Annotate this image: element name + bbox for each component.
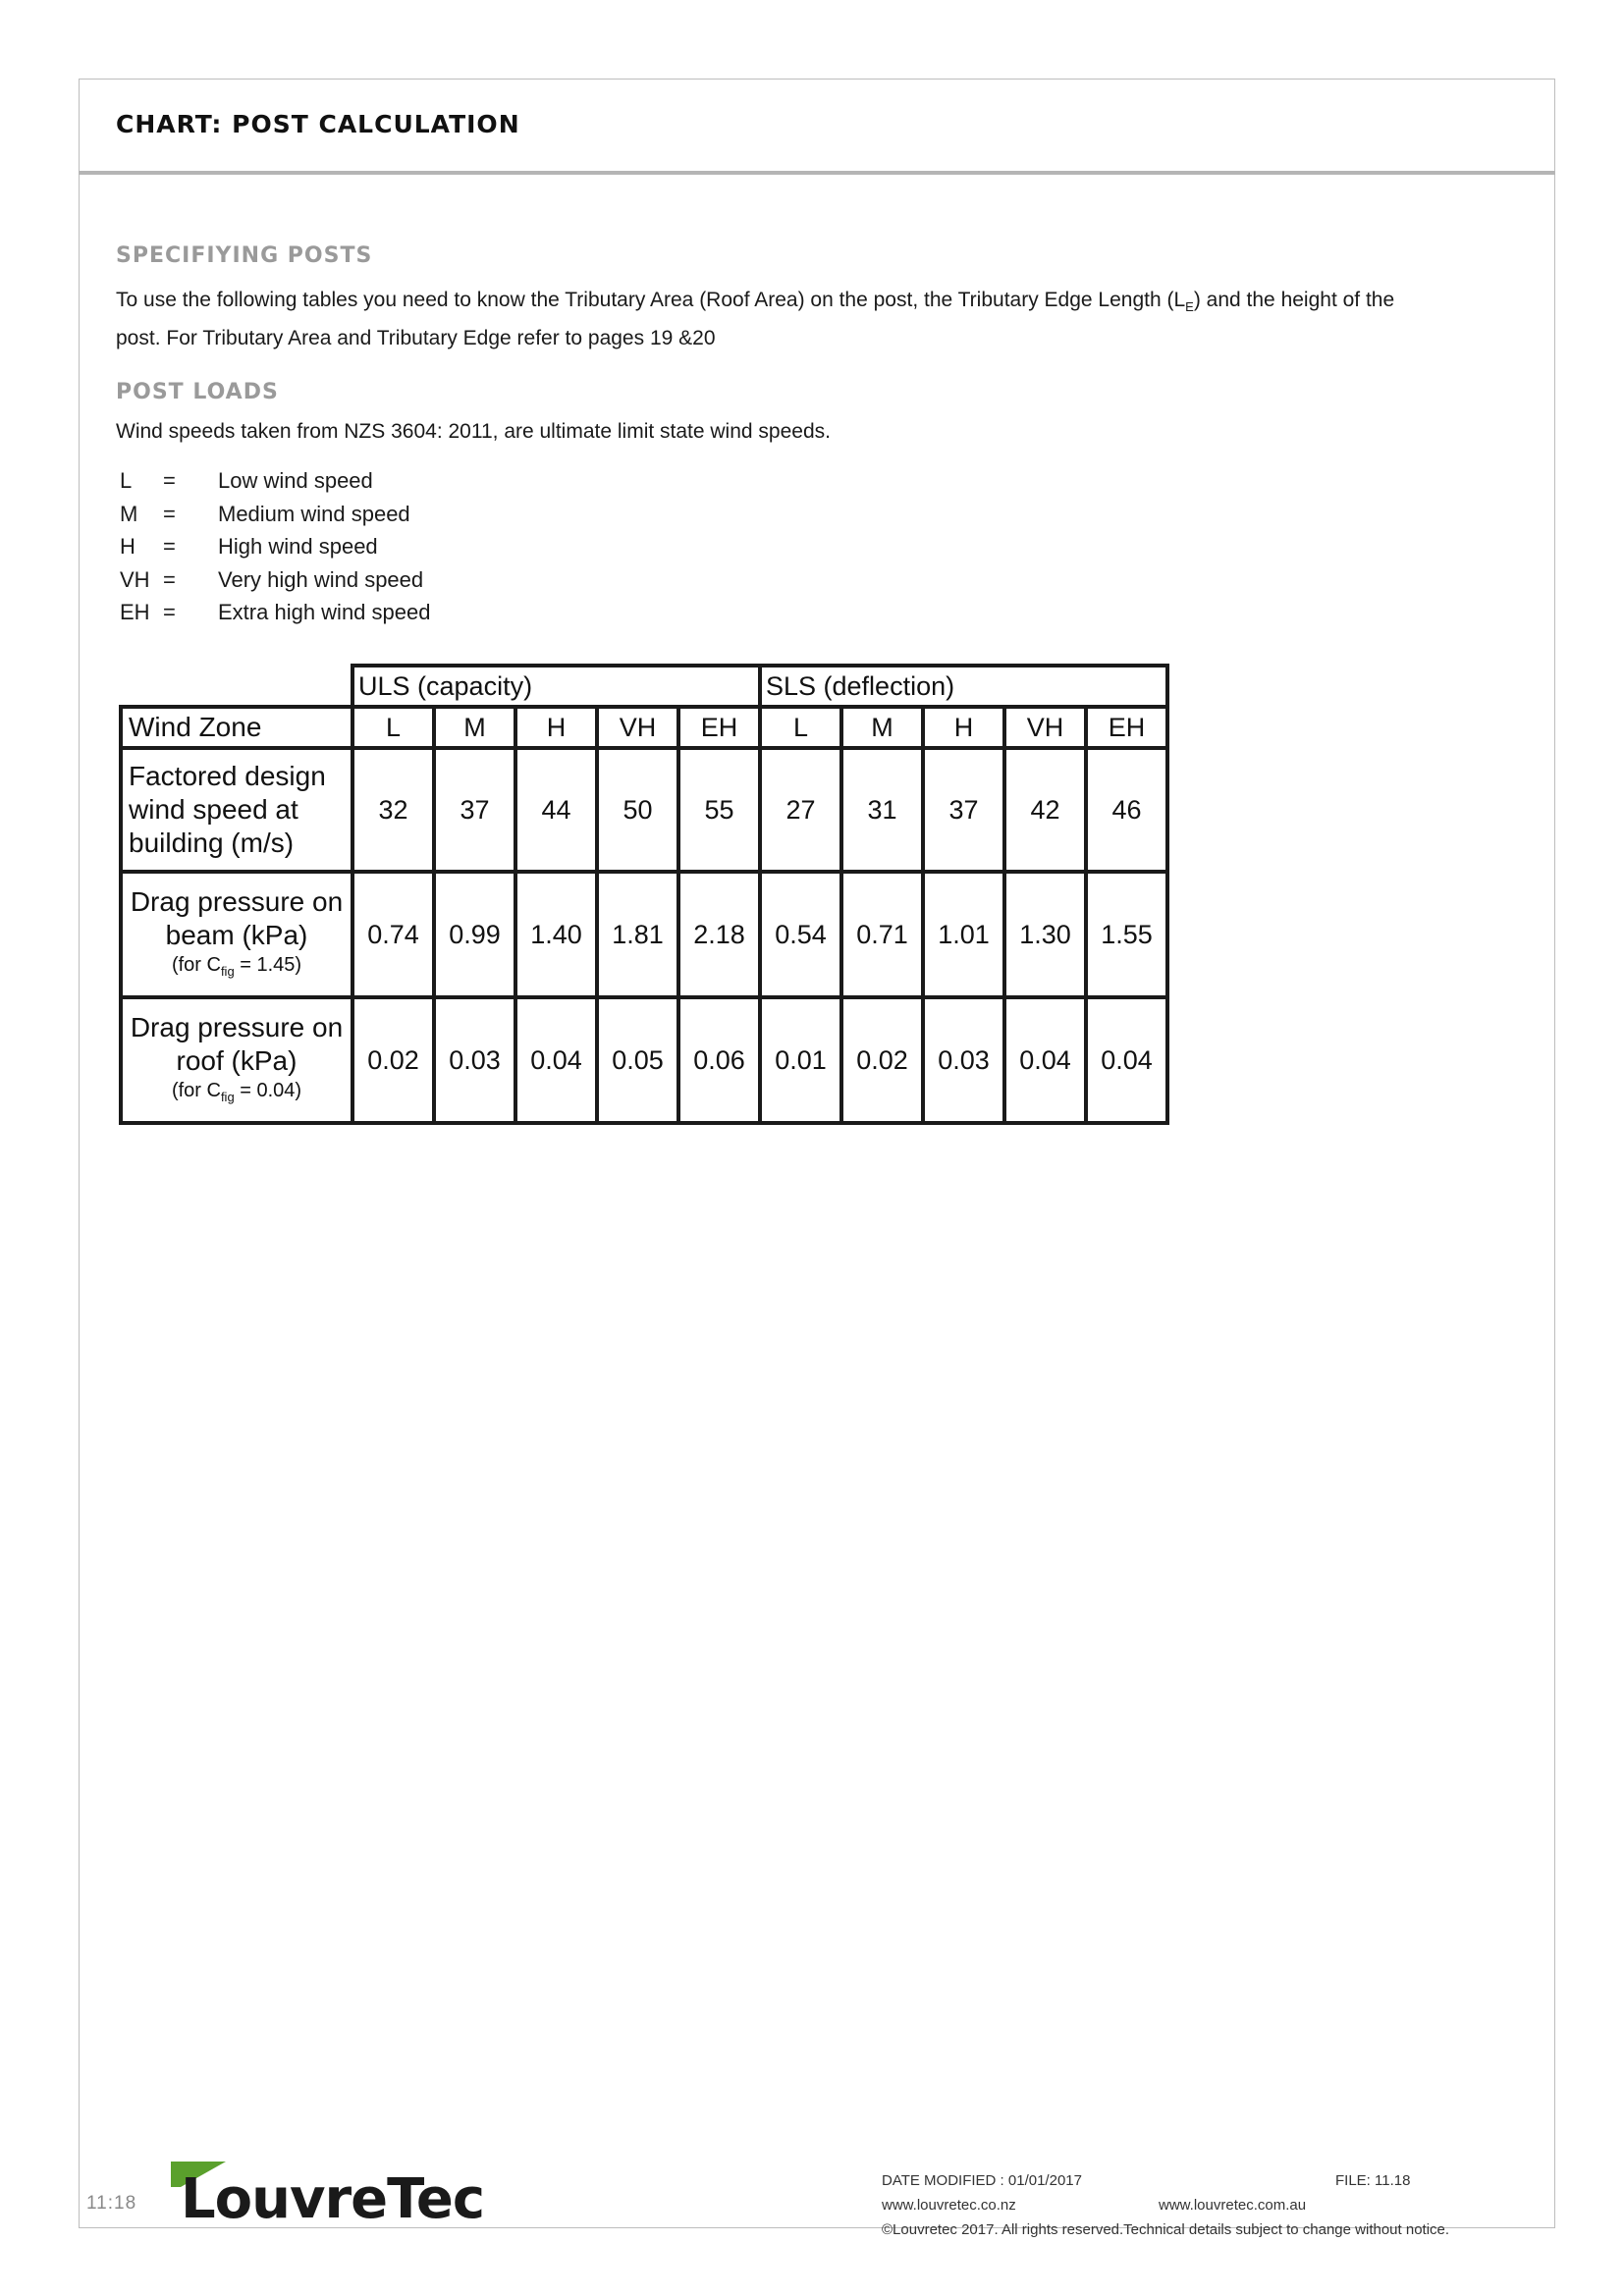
- edge-length-subscript: E: [1185, 299, 1194, 315]
- wind-zone-label: Wind Zone: [121, 707, 352, 748]
- copyright-notice: ©Louvretec 2017. All rights reserved.Technical details subject to change without notice.: [882, 2221, 1450, 2238]
- zone-header-cell: H: [923, 707, 1004, 748]
- table-cell: 37: [434, 748, 515, 872]
- row-label-line: Factored design: [129, 761, 326, 791]
- specifying-line1: To use the following tables you need to know the Tributary Area (Roof Area) on the post, the Tributary Edge Length (L: [116, 289, 1186, 311]
- file-number: FILE: 11.18: [1335, 2172, 1411, 2189]
- table-cell: 2.18: [678, 872, 760, 997]
- table-cell: 0.74: [352, 872, 434, 997]
- table-cell: 50: [597, 748, 678, 872]
- table-cell: 0.01: [760, 997, 841, 1123]
- table-cell: 0.05: [597, 997, 678, 1123]
- table-cell: 0.04: [1086, 997, 1167, 1123]
- post-loads-heading: POST LOADS: [116, 380, 279, 404]
- legend-equals: =: [163, 501, 176, 526]
- date-modified: DATE MODIFIED : 01/01/2017: [882, 2172, 1082, 2189]
- cfig-note: (for $C_{fig} = 0.04$): [171, 1079, 302, 1104]
- table-cell: 31: [841, 748, 923, 872]
- wind-zone-row: [121, 707, 1167, 748]
- table-cell: 0.02: [352, 997, 434, 1123]
- legend-description: Extra high wind speed: [218, 600, 431, 624]
- legend-code: VH: [120, 566, 150, 592]
- website-au: www.louvretec.com.au: [1159, 2197, 1307, 2214]
- row-label-roof-drag: [121, 997, 352, 1123]
- legend-code: H: [120, 534, 135, 559]
- legend-code: EH: [120, 600, 150, 624]
- table-row: [121, 872, 1167, 997]
- table-cell: 1.30: [1004, 872, 1086, 997]
- legend-equals: =: [163, 566, 176, 592]
- specifying-line1-end: ) and the height of the: [1193, 289, 1395, 311]
- specifying-line2: post. For Tributary Area and Tributary Edge refer to pages 19 &20: [116, 327, 716, 350]
- group-header-row: [121, 666, 1167, 707]
- row-label-wind-speed: [121, 748, 352, 872]
- page-number: 11:18: [86, 2193, 137, 2214]
- table-cell: 1.81: [597, 872, 678, 997]
- page-title: CHART: POST CALCULATION: [116, 110, 520, 138]
- legend-equals: =: [163, 534, 176, 559]
- zone-header-cell: VH: [597, 707, 678, 748]
- logo-text: LouvreTec: [181, 2167, 485, 2231]
- legend-equals: =: [163, 468, 176, 493]
- zone-header-cell: H: [515, 707, 597, 748]
- page-frame: [79, 79, 1555, 2228]
- website-nz: www.louvretec.co.nz: [882, 2197, 1016, 2214]
- table-cell: 0.71: [841, 872, 923, 997]
- row-label-line: wind speed at: [129, 794, 298, 825]
- wind-load-table: [119, 664, 1169, 1125]
- louvretec-logo: [169, 2160, 485, 2231]
- row-label-line: beam (kPa): [165, 919, 308, 950]
- table-cell: 37: [923, 748, 1004, 872]
- row-label-line: Drag pressure on: [130, 885, 344, 917]
- table-cell: 1.40: [515, 872, 597, 997]
- table-cell: 0.99: [434, 872, 515, 997]
- post-loads-intro: Wind speeds taken from NZS 3604: 2011, are ultimate limit state wind speeds.: [116, 420, 831, 443]
- legend-description: Low wind speed: [218, 468, 373, 493]
- zone-header-cell: L: [760, 707, 841, 748]
- table-cell: 27: [760, 748, 841, 872]
- cfig-note: (for $C_{fig} = 1.45$): [171, 953, 302, 979]
- legend-description: Medium wind speed: [218, 501, 410, 526]
- row-label-line: building (m/s): [129, 828, 295, 858]
- row-label-beam-drag: [121, 872, 352, 997]
- legend-code: M: [120, 501, 138, 526]
- table-cell: 55: [678, 748, 760, 872]
- table-cell: 1.01: [923, 872, 1004, 997]
- row-label-line: Drag pressure on: [130, 1011, 344, 1042]
- table-row: [121, 997, 1167, 1123]
- zone-header-cell: M: [841, 707, 923, 748]
- table-cell: 1.55: [1086, 872, 1167, 997]
- row-label-line: roof (kPa): [176, 1044, 298, 1076]
- table-cell: 0.06: [678, 997, 760, 1123]
- legend-equals: =: [163, 600, 176, 624]
- table-cell: 0.54: [760, 872, 841, 997]
- table-cell: 32: [352, 748, 434, 872]
- zone-header-cell: EH: [678, 707, 760, 748]
- specifying-posts-heading: SPECIFIYING POSTS: [116, 243, 373, 268]
- uls-group-header: ULS (capacity): [352, 666, 760, 707]
- table-cell: 0.02: [841, 997, 923, 1123]
- table-cell: 46: [1086, 748, 1167, 872]
- table-cell: 42: [1004, 748, 1086, 872]
- specifying-posts-text: [116, 285, 1510, 354]
- zone-header-cell: EH: [1086, 707, 1167, 748]
- legend-description: High wind speed: [218, 534, 378, 559]
- table-row: [121, 748, 1167, 872]
- zone-header-cell: VH: [1004, 707, 1086, 748]
- legend-code: L: [120, 468, 133, 493]
- zone-header-cell: L: [352, 707, 434, 748]
- empty-corner-cell: [121, 666, 352, 707]
- table-cell: 0.03: [434, 997, 515, 1123]
- zone-header-cell: M: [434, 707, 515, 748]
- header-divider: [79, 171, 1555, 175]
- table-cell: 0.04: [515, 997, 597, 1123]
- table-cell: 0.04: [1004, 997, 1086, 1123]
- sls-group-header: SLS (deflection): [760, 666, 1167, 707]
- table-cell: 0.03: [923, 997, 1004, 1123]
- legend-description: Very high wind speed: [218, 566, 424, 592]
- table-cell: 44: [515, 748, 597, 872]
